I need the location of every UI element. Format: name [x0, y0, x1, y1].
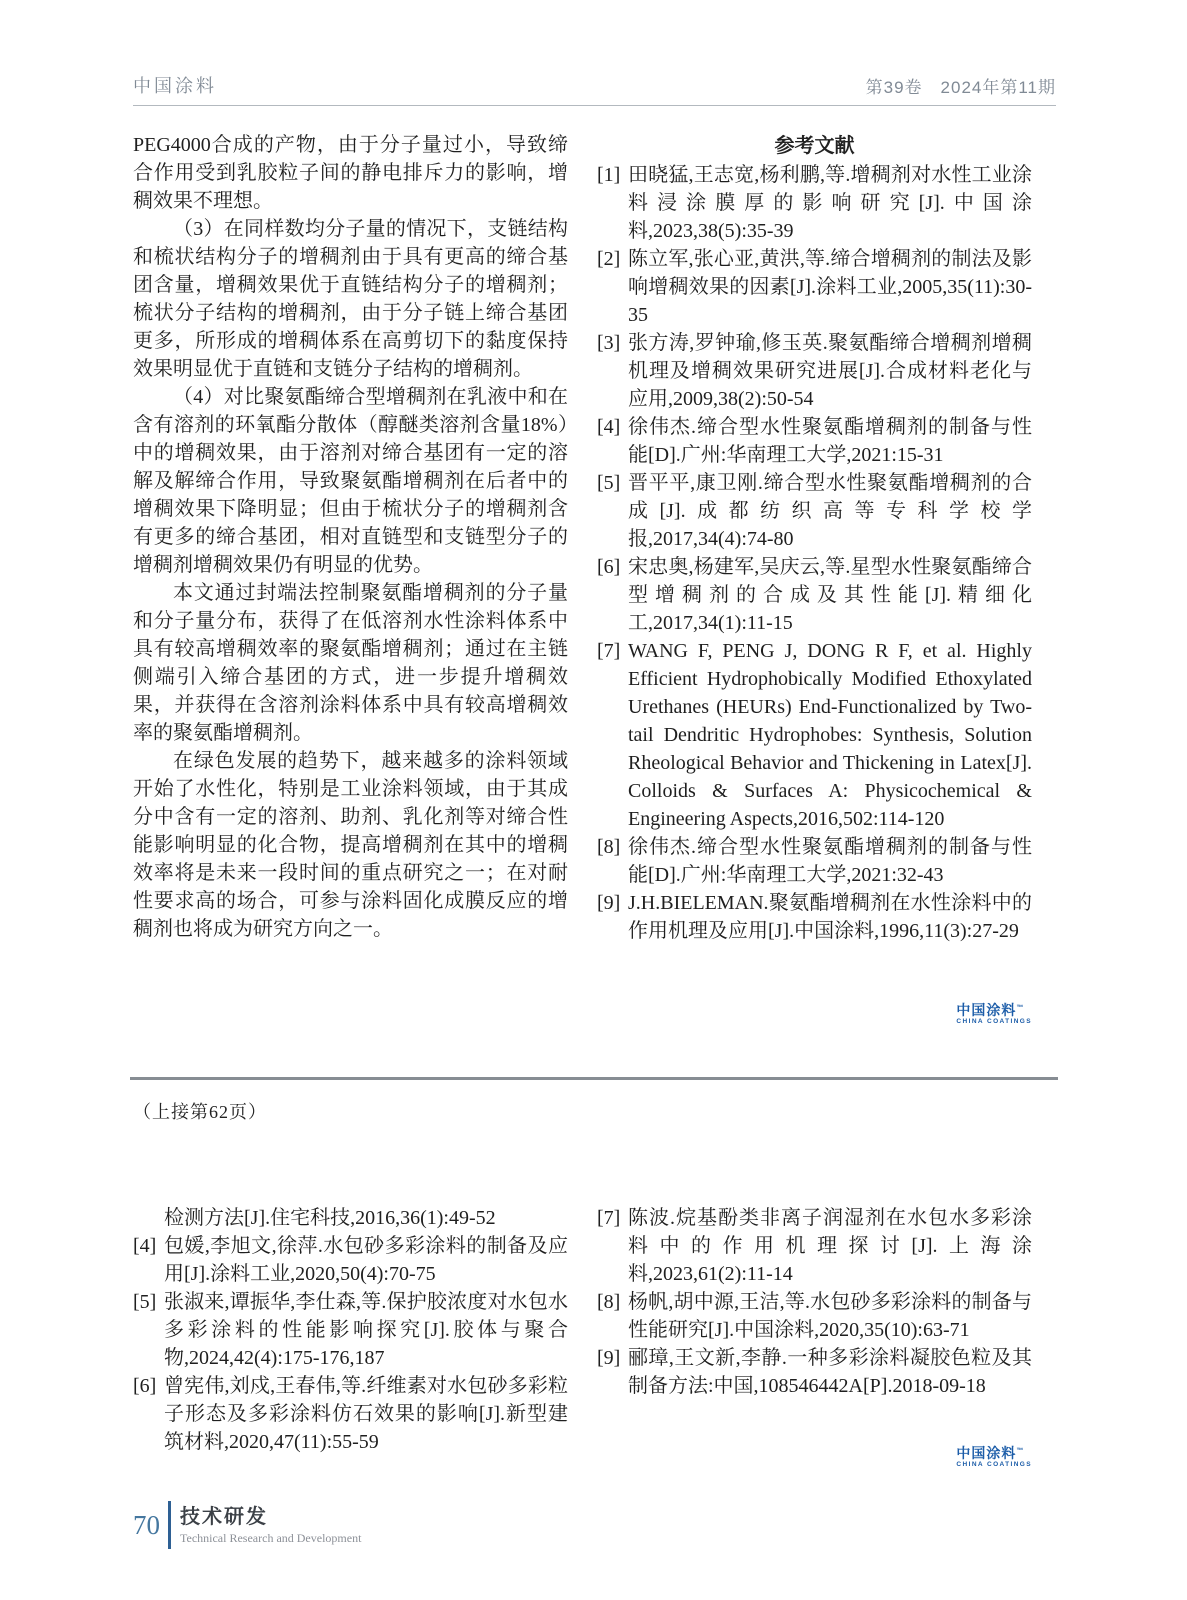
reference-text: 徐伟杰.缔合型水性聚氨酯增稠剂的制备与性能[D].广州:华南理工大学,2021:15-31 — [628, 416, 1032, 466]
body-paragraph: PEG4000合成的产物，由于分子量过小，导致缔合作用受到乳胶粒子间的静电排斥力的影响，增稠效果不理想。 — [133, 134, 568, 212]
reference-number: [7] — [597, 1207, 621, 1229]
reference-number: [6] — [133, 1375, 157, 1397]
body-paragraph: 本文通过封端法控制聚氨酯增稠剂的分子量和分子量分布，获得了在低溶剂水性涂料体系中具有较高增稠效率的聚氨酯增稠剂；通过在主链侧端引入缔合基团的方式，进一步提升增稠效果，并获得在含溶剂涂料体系中具有较高增稠效率的聚氨酯增稠剂。 — [133, 582, 568, 744]
reference-item — [133, 1372, 568, 1456]
reference-item — [133, 1288, 568, 1372]
body-text-column — [133, 131, 568, 1026]
reference-item — [597, 161, 1032, 245]
reference-number: [2] — [597, 248, 621, 270]
footer-section — [180, 1500, 361, 1550]
reference-item — [597, 833, 1032, 889]
reference-text: 宋忠奥,杨建军,吴庆云,等.星型水性聚氨酯缔合型增稠剂的合成及其性能[J].精细化工,2017,34(1):11-15 — [628, 556, 1032, 634]
continued-references — [133, 1204, 1032, 1469]
reference-number: [4] — [597, 416, 621, 438]
reference-text: J.H.BIELEMAN.聚氨酯增稠剂在水性涂料中的作用机理及应用[J].中国涂料,1996,11(3):27-29 — [628, 892, 1032, 942]
references-heading: 参考文献 — [774, 135, 855, 157]
reference-item — [597, 1204, 1032, 1288]
footer-divider-bar — [168, 1501, 171, 1549]
reference-number: [6] — [597, 556, 621, 578]
reference-text: 晋平平,康卫刚.缔合型水性聚氨酯增稠剂的合成[J].成都纺织高等专科学校学报,2017,34(4):74-80 — [628, 472, 1032, 550]
reference-text: 田晓猛,王志宽,杨利鹏,等.增稠剂对水性工业涂料浸涂膜厚的影响研究[J].中国涂料,2023,38(5):35-39 — [628, 164, 1032, 242]
reference-item — [597, 1344, 1032, 1400]
reference-number: [7] — [597, 640, 621, 662]
reference-item — [133, 1232, 568, 1288]
china-coatings-logo — [956, 1446, 1032, 1469]
reference-number: [8] — [597, 1291, 621, 1313]
reference-text: 陈立军,张心亚,黄洪,等.缔合增稠剂的制法及影响增稠效果的因素[J].涂料工业,2005,35(11):30-35 — [628, 248, 1032, 326]
reference-text: WANG F, PENG J, DONG R F, et al. Highly Efficient Hydrophobically Modified Ethoxylated Urethanes (HEURs) End-Functionalized by Two-tail Dendritic Hydrophobes: Synthesis, Solution Rheological Behavior and Thickening in Latex[J]. Colloids & Surfaces A: Physicochemical & Engineering Aspects,2016,502:114-120 — [628, 640, 1032, 830]
reference-item-continued — [133, 1204, 568, 1232]
reference-number: [4] — [133, 1235, 157, 1257]
reference-number: [3] — [597, 332, 621, 354]
continued-right-column — [597, 1204, 1032, 1469]
section-divider — [130, 1077, 1058, 1080]
body-paragraph: 在绿色发展的趋势下，越来越多的涂料领域开始了水性化，特别是工业涂料领域，由于其成分中含有一定的溶剂、助剂、乳化剂等对缔合性能影响明显的化合物，提高增稠剂在其中的增稠效率将是未来一段时间的重点研究之一；在对耐性要求高的场合，可参与涂料固化成膜反应的增稠剂也将成为研究方向之一。 — [133, 750, 568, 940]
logo-zh-text: 中国涂料™ — [956, 1445, 1024, 1461]
logo-en-text: CHINA COATINGS — [956, 1461, 1032, 1468]
page-header — [133, 72, 1056, 106]
reference-number: [5] — [597, 472, 621, 494]
continued-from-note: （上接第62页） — [133, 1102, 267, 1122]
reference-number: [9] — [597, 1347, 621, 1369]
reference-text: 徐伟杰.缔合型水性聚氨酯增稠剂的制备与性能[D].广州:华南理工大学,2021:32-43 — [628, 836, 1032, 886]
issue-info: 第39卷 2024年第11期 — [865, 78, 1056, 97]
reference-item — [597, 469, 1032, 553]
reference-number: [9] — [597, 892, 621, 914]
trademark-mark: ™ — [1016, 1447, 1024, 1455]
reference-item — [597, 889, 1032, 945]
logo-en-text: CHINA COATINGS — [956, 1018, 1032, 1025]
reference-item — [597, 1288, 1032, 1344]
section-title: 技术研发 — [180, 1505, 268, 1528]
reference-item — [597, 329, 1032, 413]
reference-text: 包媛,李旭文,徐萍.水包砂多彩涂料的制备及应用[J].涂料工业,2020,50(4):70-75 — [164, 1235, 568, 1285]
reference-item — [597, 245, 1032, 329]
reference-number: [8] — [597, 836, 621, 858]
continued-left-column — [133, 1204, 568, 1469]
reference-text: 陈波.烷基酚类非离子润湿剂在水包水多彩涂料中的作用机理探讨[J].上海涂料,2023,61(2):11-14 — [628, 1207, 1032, 1285]
journal-title: 中国涂料 — [133, 76, 217, 96]
reference-item — [597, 637, 1032, 833]
reference-text: 郦璋,王文新,李静.一种多彩涂料凝胶色粒及其制备方法:中国,108546442A[P].2018-09-18 — [628, 1347, 1032, 1397]
logo-zh-text: 中国涂料™ — [956, 1002, 1024, 1018]
references-column — [597, 131, 1032, 1026]
reference-text: 杨帆,胡中源,王洁,等.水包砂多彩涂料的制备与性能研究[J].中国涂料,2020,35(10):63-71 — [628, 1291, 1032, 1341]
reference-number: [5] — [133, 1291, 157, 1313]
reference-text: 检测方法[J].住宅科技,2016,36(1):49-52 — [164, 1207, 496, 1229]
reference-text: 张淑来,谭振华,李仕森,等.保护胶浓度对水包水多彩涂料的性能影响探究[J].胶体与聚合物,2024,42(4):175-176,187 — [164, 1291, 568, 1369]
china-coatings-logo — [956, 1003, 1032, 1026]
reference-text: 曾宪伟,刘戍,王春伟,等.纤维素对水包砂多彩粒子形态及多彩涂料仿石效果的影响[J].新型建筑材料,2020,47(11):55-59 — [164, 1375, 568, 1453]
reference-item — [597, 553, 1032, 637]
reference-number: [1] — [597, 164, 621, 186]
trademark-mark: ™ — [1016, 1004, 1024, 1012]
body-paragraph: （4）对比聚氨酯缔合型增稠剂在乳液中和在含有溶剂的环氧酯分散体（醇醚类溶剂含量18%）中的增稠效果，由于溶剂对缔合基团有一定的溶解及解缔合作用，导致聚氨酯增稠剂在后者中的增稠效果下降明显；但由于梳状分子的增稠剂含有更多的缔合基团，相对直链型和支链型分子的增稠剂增稠效果仍有明显的优势。 — [133, 386, 568, 576]
reference-text: 张方涛,罗钟瑜,修玉英.聚氨酯缔合增稠剂增稠机理及增稠效果研究进展[J].合成材料老化与应用,2009,38(2):50-54 — [628, 332, 1032, 410]
section-subtitle: Technical Research and Development — [180, 1530, 362, 1545]
reference-item — [597, 413, 1032, 469]
body-paragraph: （3）在同样数均分子量的情况下，支链结构和梳状结构分子的增稠剂由于具有更高的缔合基团含量，增稠效果优于直链结构分子的增稠剂；梳状分子结构的增稠剂，由于分子链上缔合基团更多，所形成的增稠体系在高剪切下的黏度保持效果明显优于直链和支链分子结构的增稠剂。 — [133, 218, 568, 380]
page-number: 70 — [133, 1509, 160, 1540]
main-content — [133, 131, 1032, 1026]
page-footer — [133, 1500, 361, 1550]
